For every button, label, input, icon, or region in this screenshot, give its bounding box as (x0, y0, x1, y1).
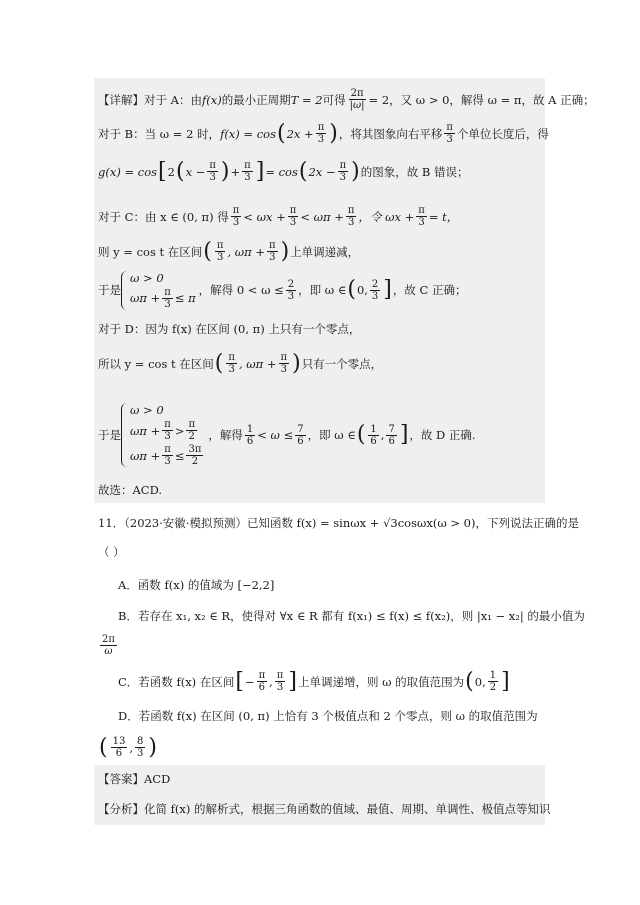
math: f(x) = cos (220, 126, 276, 141)
detail-line-g: 对于 D：因为 f(x) 在区间 (0, π) 上只有一个零点， (98, 322, 361, 336)
text: 对于 B：当 ω = 2 时， (98, 126, 221, 141)
detail-line-e: 则 y = cos t 在区间 ( $\frac{\pi}{3}$ , ωπ + $\frac{\pi}{3}$ ) 上单调递减， (98, 238, 360, 264)
math: T = 2 (290, 92, 323, 107)
option-b-cont: $\frac{2\pi}{\omega}$ (102, 634, 115, 657)
question-stem: 11．（2023·安徽·模拟预测）已知函数 f(x) = sinωx + √3cosωx(ω > 0)，下列说法正确的是 (98, 516, 579, 530)
text: 的最小正周期 (221, 92, 291, 107)
text: ，将其图象向右平移 (338, 126, 443, 141)
fraction: $\frac{2\pi}{|\omega|}$ (349, 88, 365, 111)
detail-line-h: 所以 y = cos t 在区间 ( $\frac{\pi}{3}$ , ωπ + $\frac{\pi}{3}$ ) 只有一个零点， (98, 350, 383, 376)
detail-line-c: g(x) = cos [ 2 ( x − $\frac{\pi}{3}$ ) + $\frac{\pi}{3}$ ] = cos ( 2x − $\frac{\pi}{3}$ ) 的图象，故 B 错误； (98, 158, 469, 184)
option-b: B．若存在 x₁, x₂ ∈ R，使得对 ∀x ∈ R 都有 f(x₁) ≤ f(x) ≤ f(x₂)，则 |x₁ − x₂| 的最小值为 (118, 609, 585, 623)
question-paren: （ ） (98, 545, 125, 559)
text: 【详解】对于 A：由 (98, 92, 202, 107)
option-c: C．若函数 f(x) 在区间 [ − $\frac{\pi}{6}$ , $\frac{\pi}{3}$ ] 上单调递增，则 ω 的取值范围为 ( 0, $\frac{1}{2}$ ] (118, 668, 510, 694)
math: f(x) (201, 92, 222, 107)
fraction: $\frac{\pi}{3}$ (446, 122, 453, 145)
option-d-cont: ( $\frac{13}{6}$ , $\frac{8}{3}$ ) (99, 734, 157, 760)
analysis-line: 【分析】化简 f(x) 的解析式，根据三角函数的值域、最值、周期、单调性、极值点等知识 (98, 802, 551, 816)
detail-line-f: 于是 ω > 0 ωπ + $\frac{\pi}{3}$ ≤ π ，解得 0 < ω ≤ $\frac{2}{3}$ ，即 ω ∈ ( 0, $\frac{2}{3}$ ] ，故 C 正确； (98, 270, 467, 310)
detail-conclusion: 故选：ACD. (98, 483, 163, 497)
option-a: A．函数 f(x) 的值域为 [−2,2] (118, 578, 275, 592)
detail-line-a (98, 88, 595, 111)
text: = 2，又 ω > 0，解得 ω = π，故 A 正确； (368, 92, 595, 107)
answer-line: 【答案】ACD (98, 772, 171, 786)
detail-line-d: 对于 C：由 x ∈ (0, π) 得 $\frac{\pi}{3}$ < ωx + $\frac{\pi}{3}$ < ωπ + $\frac{\pi}{3}$ ，令 ωx + $\frac{\pi}{3}$ = t， (98, 205, 459, 228)
text: 个单位长度后，得 (456, 126, 549, 141)
option-d: D．若函数 f(x) 在区间 (0, π) 上恰有 3 个极值点和 2 个零点，则 ω 的取值范围为 (118, 709, 538, 723)
text: 可得 (322, 92, 346, 107)
fraction: $\frac{\pi}{3}$ (317, 122, 325, 145)
detail-line-i: 于是 ω > 0 ωπ + $\frac{\pi}{3}$ > $\frac{\pi}{2}$ ωπ + $\frac{\pi}{3}$ ≤ $\frac{3\pi}{2}$ ，解得 $\frac{1}{6}$ < ω ≤ $\frac{7}{6}$ ，即 ω ∈ ( $\frac{1}{6}$ , $\frac{7}{6}$ ] ，故 D 正确. (98, 403, 476, 467)
detail-line-b: 对于 B：当 ω = 2 时， f(x) = cos ( 2x + $\frac{\pi}{3}$ ) ，将其图象向右平移 $\frac{\pi}{3}$ 个单位长度后，得 (98, 120, 549, 146)
